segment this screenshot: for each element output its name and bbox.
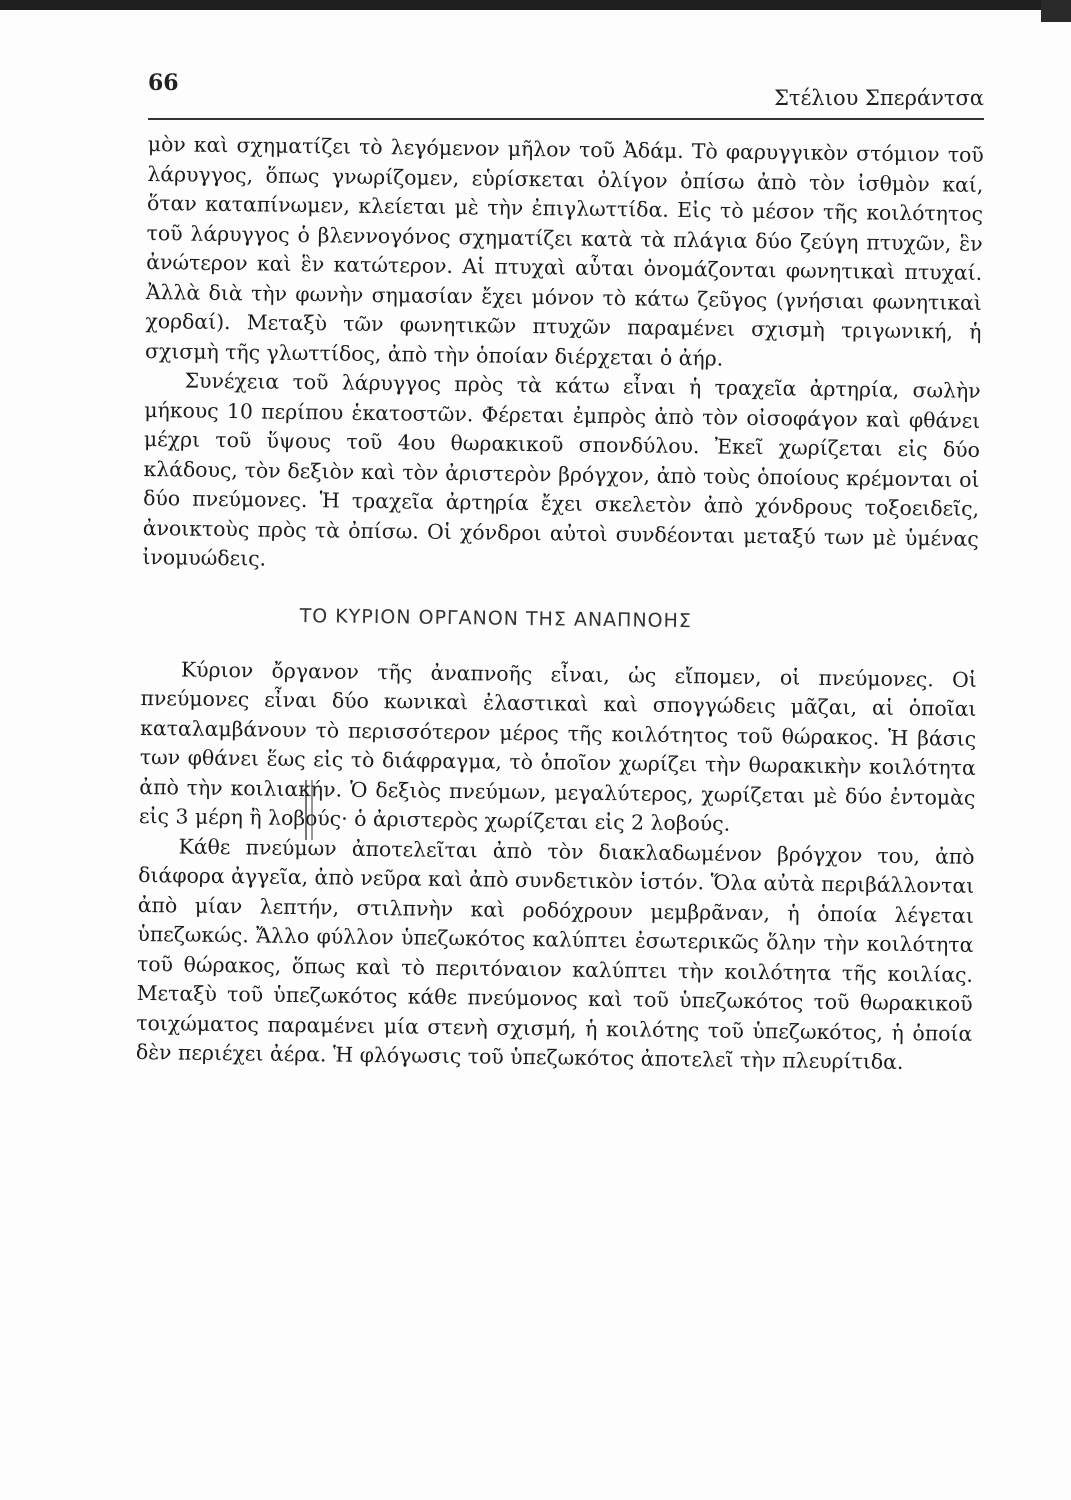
- page-header: [148, 68, 984, 120]
- scan-corner-shadow: [1041, 0, 1071, 22]
- paragraph-trachea: Συνέχεια τοῦ λάρυγγος πρὸς τὰ κάτω εἶναι ἡ τραχεῖα ἀρτηρία, σωλὴν μήκους 10 περίπου ἑκατοστῶν. Φέρεται ἐμπρὸς ἀπὸ τὸν οἰσοφάγον καὶ φθάνει μέχρι τοῦ ὕψους τοῦ 4ου θωρακικοῦ σπονδύλου. Ἐκεῖ χωρίζεται εἰς δύο κλάδους, τὸν δεξιὸν καὶ τὸν ἀριστερὸν βρόγχον, ἀπὸ τοὺς ὁποίους κρέμονται οἱ δύο πνεύμονες. Ἡ τραχεῖα ἀρτηρία ἔχει σκελετὸν ἀπὸ χόνδρους τοξοειδεῖς, ἀνοικτοὺς πρὸς τὰ ὀπίσω. Οἱ χόνδροι αὐτοὶ συνδέονται μεταξύ των μὲ ὑμένας ἰνομυώδεις.: [142, 368, 981, 571]
- section-heading: ΤΟ ΚΥΡΙΟΝ ΟΡΓΑΝΟΝ ΤΗΣ ΑΝΑΠΝΟΗΣ: [299, 604, 693, 632]
- header-rule: [148, 118, 984, 120]
- paragraph-lungs: Κύριον ὄργανον τῆς ἀναπνοῆς εἶναι, ὡς εἴπομεν, οἱ πνεύμονες. Οἱ πνεύμονες εἶναι δύο κωνικαὶ ἐλαστικαὶ καὶ σπογγώδεις μᾶζαι, αἱ ὁποῖαι καταλαμβάνουν τὸ περισσότερον μέρος τῆς κοιλότητος τοῦ θώρακος. Ἡ βάσις των φθάνει ἕως εἰς τὸ διάφραγμα, τὸ ὁποῖον χωρίζει τὴν θωρακικὴν κοιλότητα ἀπὸ τὴν κοιλιακήν. Ὁ δεξιὸς πνεύμων, μεγαλύτερος, χωρίζεται μὲ δύο ἐντομὰς εἰς 3 μέρη ἢ λοβούς· ὁ ἀριστερὸς χωρίζεται εἰς 2 λοβούς.: [138, 656, 978, 836]
- paragraph-larynx: μὸν καὶ σχηματίζει τὸ λεγόμενον μῆλον τοῦ Ἀδάμ. Τὸ φαρυγγικὸν στόμιον τοῦ λάρυγγος, ὅπως γνωρίζομεν, εὑρίσκεται ὀλίγον ὀπίσω ἀπὸ τὸν ἰσθμὸν καί, ὅταν καταπίνωμεν, κλείεται μὲ τὴν ἐπιγλωττίδα. Εἰς τὸ μέσον τῆς κοιλότητος τοῦ λάρυγγος ὁ βλεννογόνος σχηματίζει κατὰ τὰ πλάγια δύο ζεύγη πτυχῶν, ἓν ἀνώτερον καὶ ἓν κατώτερον. Αἱ πτυχαὶ αὗται ὀνομάζονται φωνητικαὶ πτυχαί. Ἀλλὰ διὰ τὴν φωνὴν σημασίαν ἔχει μόνον τὸ κάτω ζεῦγος (γνήσιαι φωνητικαὶ χορδαί). Μεταξὺ τῶν φωνητικῶν πτυχῶν παραμένει σχισμὴ τριγωνική, ἡ σχισμὴ τῆς γλωττίδος, ἀπὸ τὴν ὁποίαν διέρχεται ὁ ἀήρ.: [144, 131, 984, 371]
- page-body: [136, 130, 984, 1078]
- paragraph-pleura: Κάθε πνεύμων ἀποτελεῖται ἀπὸ τὸν διακλαδωμένον βρόγχον του, ἀπὸ διάφορα ἀγγεῖα, ἀπὸ νεῦρα καὶ ἀπὸ συνδετικὸν ἱστόν. Ὅλα αὐτὰ περιβάλλονται ἀπὸ μίαν λεπτήν, στιλπνὴν καὶ ροδόχρουν μεμβρᾶναν, ἡ ὁποία λέγεται ὑπεζωκώς. Ἄλλο φύλλον ὑπεζωκότος καλύπτει ἐσωτερικῶς ὅλην τὴν κοιλότητα τοῦ θώρακος, ὅπως καὶ τὸ περιτόναιον καλύπτει τὴν κοιλότητα τῆς κοιλίας. Μεταξὺ τοῦ ὑπεζωκότος κάθε πνεύμονος καὶ τοῦ ὑπεζωκότος τοῦ θωρακικοῦ τοιχώματος παραμένει μία στενὴ σχισμή, ἡ κοιλότης τοῦ ὑπεζωκότος, ἡ ὁποία δὲν περιέχει ἀέρα. Ἡ φλόγωσις τοῦ ὑπεζωκότος ἀποτελεῖ τὴν πλευρίτιδα.: [135, 833, 975, 1074]
- running-head-author: Στέλιου Σπεράντσα: [774, 86, 984, 110]
- scan-top-border: [0, 0, 1071, 10]
- page-number: 66: [148, 70, 179, 96]
